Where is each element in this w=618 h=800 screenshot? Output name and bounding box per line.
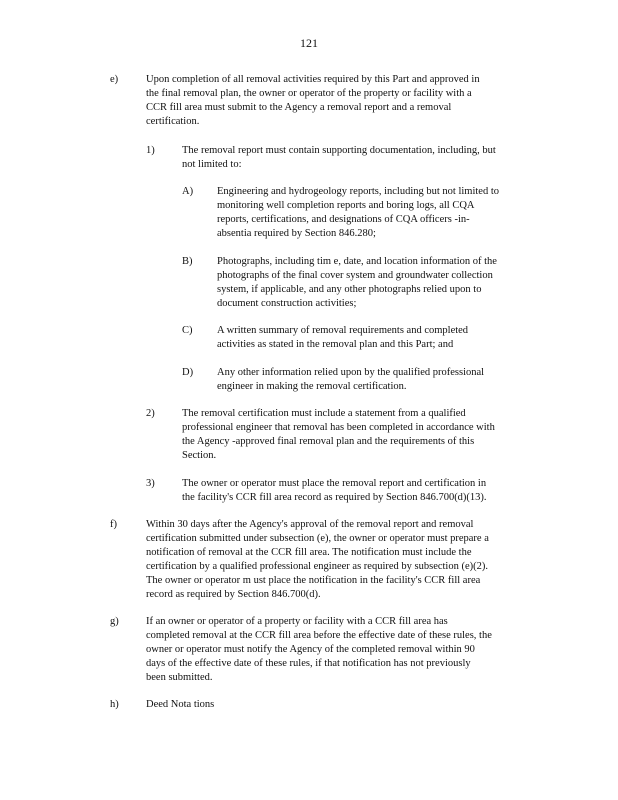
item-1-text: The removal report must contain supporting documentation, including, but not limited to: xyxy=(182,145,496,170)
subitem-c-text: A written summary of removal requirements and completed activities as stated in the removal plan and this Part; and xyxy=(217,325,469,350)
subitem-d-text: Any other information relied upon by the qualified professional engineer in making the removal certification. xyxy=(217,367,485,392)
section-h-heading: Deed Nota tions xyxy=(146,699,215,710)
item-3-text: The owner or operator must place the removal report and certification in the facility's CCR fill area record as required by Section 846.700(d)(13). xyxy=(182,478,487,503)
item-1-label: 1) xyxy=(146,145,155,156)
section-g-label: g) xyxy=(110,616,119,627)
subitem-d-label: D) xyxy=(182,367,194,378)
item-2-text: The removal certification must include a statement from a qualified professional engineer that removal has been completed in accordance with the Agency -approved final removal plan and the requirements of this Section. xyxy=(182,408,495,461)
section-h-label: h) xyxy=(110,699,119,710)
page-number: 121 xyxy=(300,36,318,50)
section-f-label: f) xyxy=(110,519,117,530)
item-3-label: 3) xyxy=(146,478,155,489)
section-g-text: If an owner or operator of a property or facility with a CCR fill area has completed removal at the CCR fill area before the effective date of these rules, the owner or operator must notify the Agency of the completed removal within 90 days of the effective date of these rules, if that notification has not previously been submitted. xyxy=(146,616,492,683)
section-e-label: e) xyxy=(110,74,119,85)
subitem-a-label: A) xyxy=(182,186,194,197)
section-f-text: Within 30 days after the Agency's approval of the removal report and removal certification submitted under subsection (e), the owner or operator must prepare a notification of removal at the CCR fill area. The notification must include the certification by a qualified professional engineer as required by subsection (e)(2). The owner or operator m ust place the notification in the facility's CCR fill area record as required by Section 846.700(d). xyxy=(146,519,489,600)
item-2-label: 2) xyxy=(146,408,155,419)
subitem-b-label: B) xyxy=(182,256,193,267)
subitem-b-text: Photographs, including tim e, date, and location information of the photographs of the final cover system and groundwater collection system, if applicable, and any other photographs relied upon to document construction activities; xyxy=(217,256,497,309)
section-e-text: Upon completion of all removal activities required by this Part and approved in the final removal plan, the owner or operator of the property or facility with a CCR fill area must submit to the Agency a removal report and a removal certification. xyxy=(146,74,480,127)
subitem-a-text: Engineering and hydrogeology reports, including but not limited to monitoring well completion reports and boring logs, all CQA reports, certifications, and designations of CQA officers -in- absentia required by Section 846.280; xyxy=(217,186,499,239)
subitem-c-label: C) xyxy=(182,325,193,336)
